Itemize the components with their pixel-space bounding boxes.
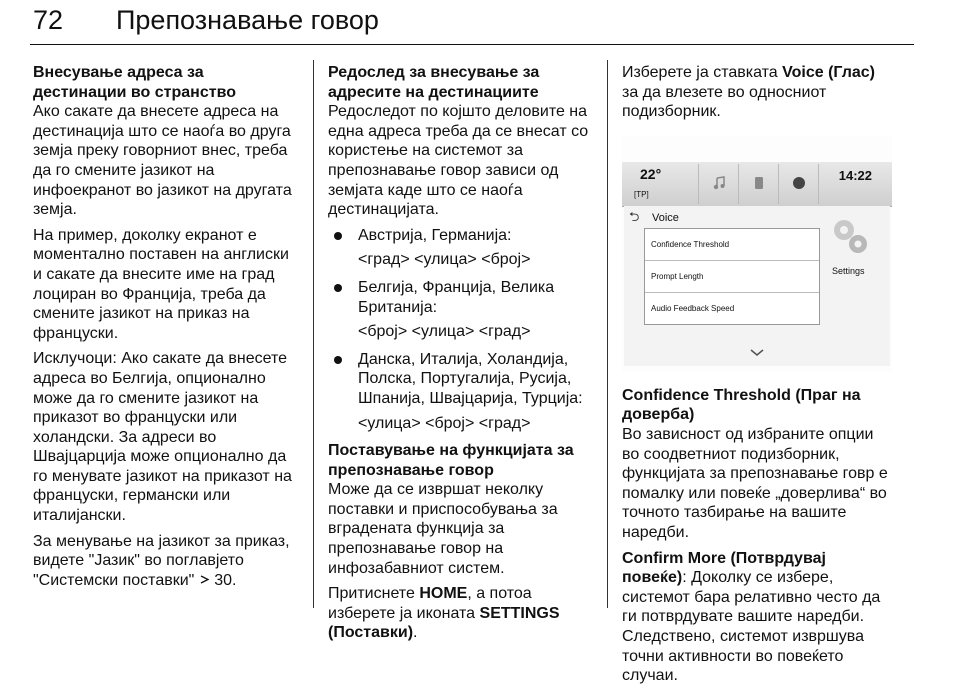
bullet-icon <box>334 232 342 240</box>
section-heading: Редослед за внесување за адресите на дестинациите <box>328 64 540 101</box>
dot-icon <box>792 176 806 190</box>
settings-label[interactable]: Settings <box>832 265 865 276</box>
address-order-list <box>328 226 598 433</box>
menu-item-audio-feedback-speed[interactable]: Audio Feedback Speed <box>651 303 735 313</box>
countries: Данска, Италија, Холандија, Полска, Португалија, Русија, Шпанија, Швајцарија, Турција: <box>358 350 583 407</box>
paragraph <box>328 584 598 643</box>
voice-menu <box>644 228 820 325</box>
paragraph-text: Изберете ја ставката <box>622 64 778 81</box>
music-tab[interactable] <box>698 164 739 204</box>
column-3 <box>622 63 892 692</box>
chevron-down-icon[interactable] <box>750 349 764 357</box>
voice-panel <box>624 206 890 366</box>
paragraph: Ако сакате да внесете адреса на дестинација што се наоѓа во друга земја преку говорниот внес, треба да го смените јазикот на инфоекранот во јазикот на другата земја. <box>33 103 292 219</box>
section-heading: Confidence Threshold (Праг на доверба) <box>622 386 861 424</box>
paragraph <box>33 532 298 591</box>
gear-icon[interactable] <box>828 214 872 258</box>
panel-title: Voice <box>652 211 679 224</box>
paragraph-text: За менување на јазикот за приказ, видете "Јазик" во поглавјето "Системски поставки" <box>33 532 290 589</box>
music-note-icon <box>712 176 726 190</box>
paragraph-text: Притиснете <box>328 585 415 603</box>
bullet-icon <box>334 356 342 364</box>
address-order: <улица> <број> <град> <box>358 414 531 432</box>
paragraph-text: : <box>682 569 687 587</box>
infotainment-screenshot <box>622 136 892 372</box>
bullet-icon <box>334 284 342 292</box>
voice-keyword: Voice (Глас) <box>782 64 875 81</box>
page-number: 72 <box>33 5 64 35</box>
list-item <box>328 226 598 270</box>
settings-keyword: SETTINGS (Поставки) <box>328 604 560 642</box>
paragraph-text: Доколку се избере, системот бара релативно често да ги потврдувате вашите наредби. Следствено, системот извршува точни активности во повеќето случаи. <box>622 569 881 685</box>
column-divider-1 <box>313 60 314 608</box>
column-2 <box>328 63 598 649</box>
section-heading: Поставување на функцијата за препознавање говор <box>328 442 574 479</box>
list-item <box>328 278 598 342</box>
paragraph-text: , а потоа изберете ја иконата <box>328 585 532 622</box>
phone-tab[interactable] <box>738 164 779 204</box>
countries: Австрија, Германија: <box>358 226 512 244</box>
paragraph <box>622 63 892 122</box>
paragraph: Може да се извршат неколку поставки и приспособувања за вградената функција за препознавање говор на инфозабавниот систем. <box>328 481 558 577</box>
paragraph-text: за да влезете во односниот подизборник. <box>622 83 827 121</box>
tp-indicator: [TP] <box>634 189 649 199</box>
list-item <box>328 350 598 433</box>
address-order: <град> <улица> <број> <box>358 251 531 269</box>
column-divider-2 <box>607 60 608 608</box>
paragraph: Редоследот по којшто деловите на една адреса треба да се внесат со користење на системот за препознавање говор зависи од земјата каде што се наоѓа дестинацијата. <box>328 103 589 219</box>
paragraph-text: . <box>413 624 418 642</box>
header-rule <box>30 44 914 45</box>
page-title: Препознавање говор <box>116 5 379 35</box>
home-keyword: HOME <box>419 585 468 603</box>
column-1 <box>33 63 298 596</box>
paragraph: Во зависност од избраните опции во соодветниот подизборник, функцијата за препознавање говр е помалку или повеќе „доверлива“ во точното тазбирање на вашите наредби. <box>622 425 888 541</box>
paragraph: Исклучоци: Ако сакате да внесете адреса во Белгија, опционално може да го смените јазикот на приказот во француски или холандски. За адреси во Швајцарција може опционално да го менувате јазикот на приказот на француски, германски или италијански. <box>33 350 292 525</box>
menu-item-prompt-length[interactable]: Prompt Length <box>645 261 819 293</box>
paragraph: На пример, доколку екранот е моментално поставен на англиски и сакате да внесите име на град лоциран во Франција, треба да смените јазикот на приказ на француски. <box>33 226 289 342</box>
back-arrow-icon[interactable]: ⮌ <box>629 208 640 224</box>
phone-icon <box>752 176 766 190</box>
menu-item-confidence-threshold[interactable]: Confidence Threshold <box>645 229 819 261</box>
address-order: <број> <улица> <град> <box>358 323 531 341</box>
status-bar <box>622 162 892 207</box>
nav-tab[interactable] <box>778 164 819 204</box>
page-reference-icon <box>199 572 214 589</box>
clock: 14:22 <box>838 167 872 183</box>
section-heading: Внесување адреса за дестинации во странство <box>33 64 236 101</box>
countries: Белгија, Франција, Велика Британија: <box>358 278 555 316</box>
confirm-more-keyword: Confirm More (Потврдувај повеќе) <box>622 549 826 587</box>
temperature: 22° <box>640 165 662 182</box>
page-reference[interactable]: 30. <box>214 571 237 589</box>
paragraph <box>622 549 892 686</box>
